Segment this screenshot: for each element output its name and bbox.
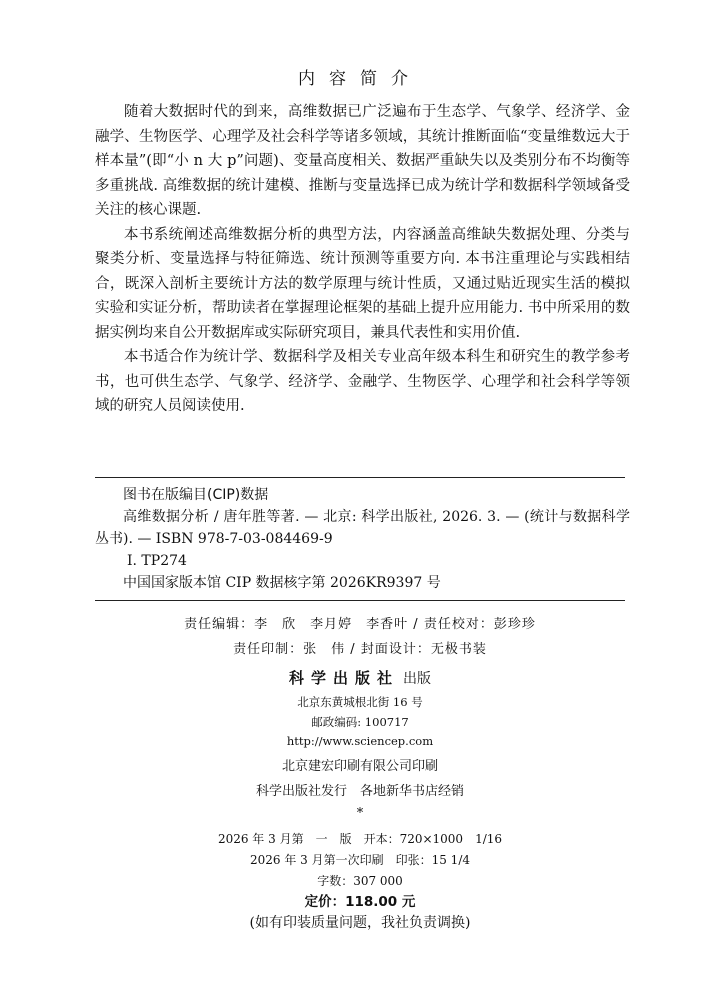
cip-classification: Ⅰ. TP274: [127, 553, 187, 569]
printing-info: 2026 年 3 月第一次印刷 印张：15 1/4: [249, 853, 470, 867]
cip-bibliographic-entry: 高维数据分析 / 唐年胜等著. — 北京: 科学出版社, 2026. 3. — (统计与数据科学丛书). — ISBN 978-7-03-084469-9: [95, 509, 630, 547]
cip-title: 图书在版编目(CIP)数据: [123, 487, 269, 503]
book-introduction: [95, 100, 630, 419]
publisher-line: [0, 667, 720, 688]
cip-top-divider: [95, 477, 625, 478]
section-separator: *: [356, 806, 364, 821]
cip-verification-number: 中国国家版本馆 CIP 数据核字第 2026KR9397 号: [123, 575, 441, 591]
publisher-suffix: 出版: [403, 671, 431, 687]
production-credits: 责任印制：张 伟 / 封面设计：无极书装: [233, 642, 487, 657]
quality-note: (如有印装质量问题，我社负责调换): [249, 915, 471, 931]
publisher-logo: 科学出版社: [288, 669, 399, 687]
distribution-info: 科学出版社发行 各地新华书店经销: [255, 784, 464, 799]
intro-paragraph-3: 本书适合作为统计学、数据科学及相关专业高年级本科生和研究生的教学参考书，也可供生态学、气象学、经济学、金融学、生物医学、心理学和社会科学等领域的研究人员阅读使用.: [95, 349, 630, 414]
intro-paragraph-2: 本书系统阐述高维数据分析的典型方法，内容涵盖高维缺失数据处理、分类与聚类分析、变量选择与特征筛选、统计预测等重要方向. 本书注重理论与实践相结合，既深入剖析主要统计方法的数学原理与统计性质，又通过贴近现实生活的模拟实验和实证分析，帮助读者在掌握理论框架的基础上提升应用能力. 书中所采用的数据实例均来自公开数据库或实际研究项目，兼具代表性和实用价值.: [95, 226, 630, 341]
editor-credits: 责任编辑：李 欣 李月婷 李香叶 / 责任校对：彭珍珍: [184, 617, 536, 632]
printer-name: 北京建宏印刷有限公司印刷: [281, 759, 438, 774]
word-count: 字数：307 000: [317, 874, 403, 888]
intro-paragraph-1: 随着大数据时代的到来，高维数据已广泛遍布于生态学、气象学、经济学、金融学、生物医学、心理学及社会科学等诸多领域，其统计推断面临“变量维数远大于样本量”(即“小 n 大 p”问题)、变量高度相关、数据严重缺失以及类别分布不均衡等多重挑战. 高维数据的统计建模、推断与变量选择已成为统计学和数据科学领域备受关注的核心课题.: [95, 104, 630, 218]
publisher-postcode: 邮政编码: 100717: [311, 715, 409, 729]
book-price: 定价：118.00 元: [304, 894, 416, 910]
cip-bottom-divider: [95, 600, 625, 601]
publisher-url: http://www.sciencep.com: [286, 734, 434, 748]
page-title: 内容简介: [298, 69, 422, 89]
publisher-address: 北京东黄城根北街 16 号: [297, 695, 423, 709]
edition-info: 2026 年 3 月第 一 版 开本：720×1000 1/16: [217, 832, 503, 846]
cip-record: [95, 484, 630, 594]
